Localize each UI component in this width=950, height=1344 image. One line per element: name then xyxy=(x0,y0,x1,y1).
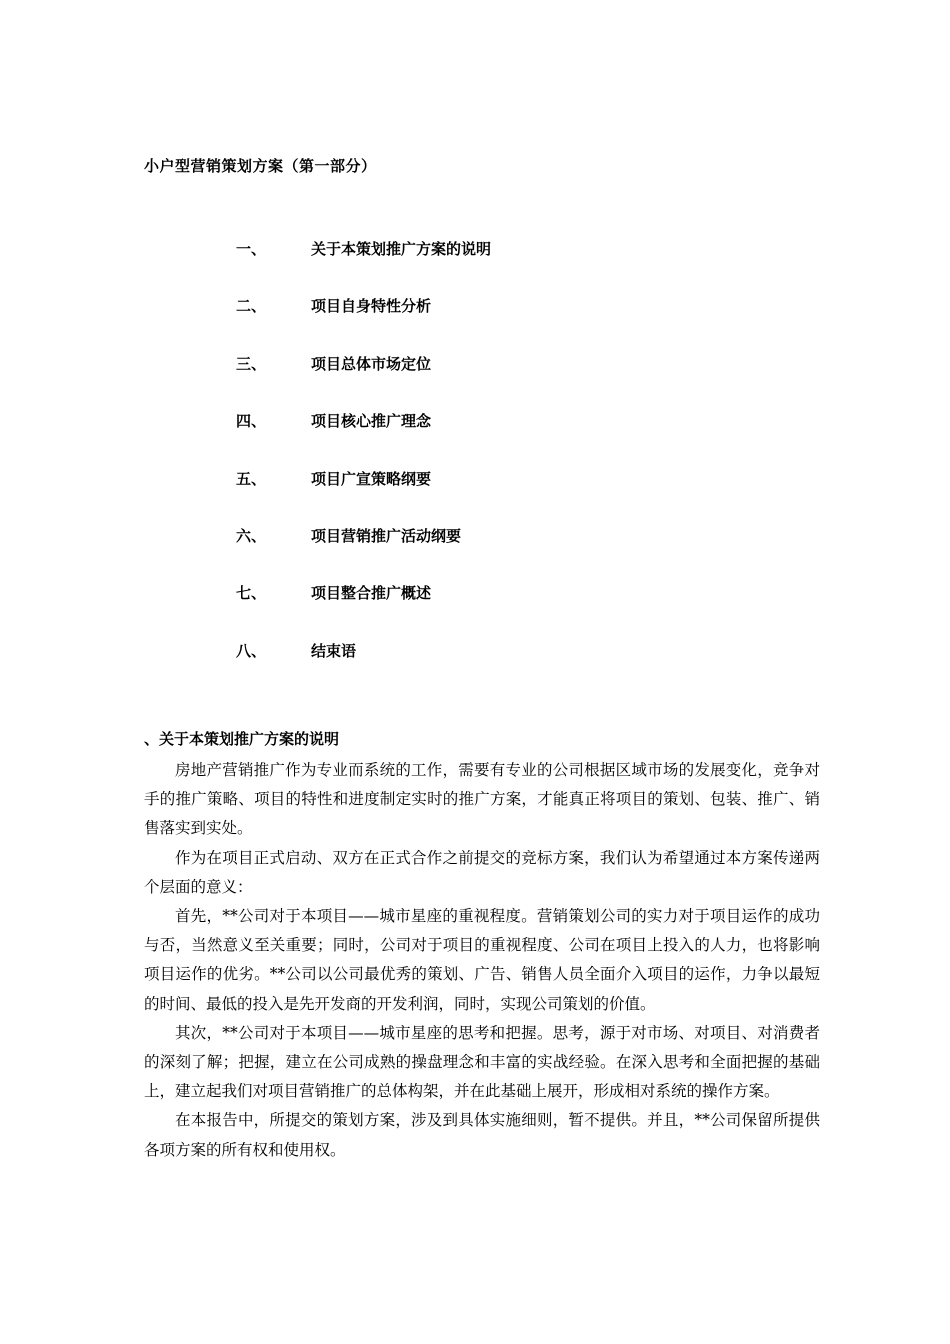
toc-label: 结束语 xyxy=(311,641,357,660)
toc-label: 项目自身特性分析 xyxy=(311,297,432,316)
toc-item xyxy=(236,410,491,467)
toc-number: 二、 xyxy=(236,297,267,316)
toc-item xyxy=(236,640,491,697)
toc-label: 项目广宣策略纲要 xyxy=(311,469,432,488)
toc-label: 项目核心推广理念 xyxy=(311,412,432,431)
toc-item xyxy=(236,295,491,352)
toc-number: 七、 xyxy=(236,584,267,603)
toc-number: 一、 xyxy=(236,240,267,258)
paragraph: 在本报告中，所提交的策划方案，涉及到具体实施细则，暂不提供。并且，**公司保留所提供各项方案的所有权和使用权。 xyxy=(144,1111,820,1159)
toc-label: 项目整合推广概述 xyxy=(311,584,432,603)
toc-number: 四、 xyxy=(236,412,267,431)
toc-label: 项目营销推广活动纲要 xyxy=(311,526,462,545)
document-title: 小户型营销策划方案（第一部分） xyxy=(144,157,377,175)
toc-label: 项目总体市场定位 xyxy=(311,354,432,373)
section-heading: 、关于本策划推广方案的说明 xyxy=(144,730,340,748)
toc-number: 五、 xyxy=(236,469,267,488)
toc-item xyxy=(236,238,491,295)
paragraph: 房地产营销推广作为专业而系统的工作，需要有专业的公司根据区域市场的发展变化，竞争对手的推广策略、项目的特性和进度制定实时的推广方案，才能真正将项目的策划、包装、推广、销售落实到实处。 xyxy=(144,761,820,838)
toc-label: 关于本策划推广方案的说明 xyxy=(311,240,492,258)
toc-item xyxy=(236,353,491,410)
toc-item xyxy=(236,525,491,582)
section-body xyxy=(144,756,820,1165)
toc-item xyxy=(236,582,491,639)
paragraph: 其次，**公司对于本项目——城市星座的思考和把握。思考，源于对市场、对项目、对消费者的深刻了解；把握，建立在公司成熟的操盘理念和丰富的实战经验。在深入思考和全面把握的基础上，建立起我们对项目营销推广的总体构架，并在此基础上展开，形成相对系统的操作方案。 xyxy=(144,1023,820,1101)
toc-number: 八、 xyxy=(236,641,267,660)
paragraph: 首先，**公司对于本项目——城市星座的重视程度。营销策划公司的实力对于项目运作的成功与否，当然意义至关重要；同时，公司对于项目的重视程度、公司在项目上投入的人力，也将影响项目运作的优劣。**公司以公司最优秀的策划、广告、销售人员全面介入项目的运作，力争以最短的时间、最低的投入是先开发商的开发利润，同时，实现公司策划的价值。 xyxy=(144,907,820,1013)
toc-item xyxy=(236,468,491,525)
toc-number: 六、 xyxy=(236,526,267,545)
paragraph: 作为在项目正式启动、双方在正式合作之前提交的竞标方案，我们认为希望通过本方案传递两个层面的意义： xyxy=(144,848,820,896)
toc-number: 三、 xyxy=(236,354,267,373)
table-of-contents xyxy=(236,238,491,697)
